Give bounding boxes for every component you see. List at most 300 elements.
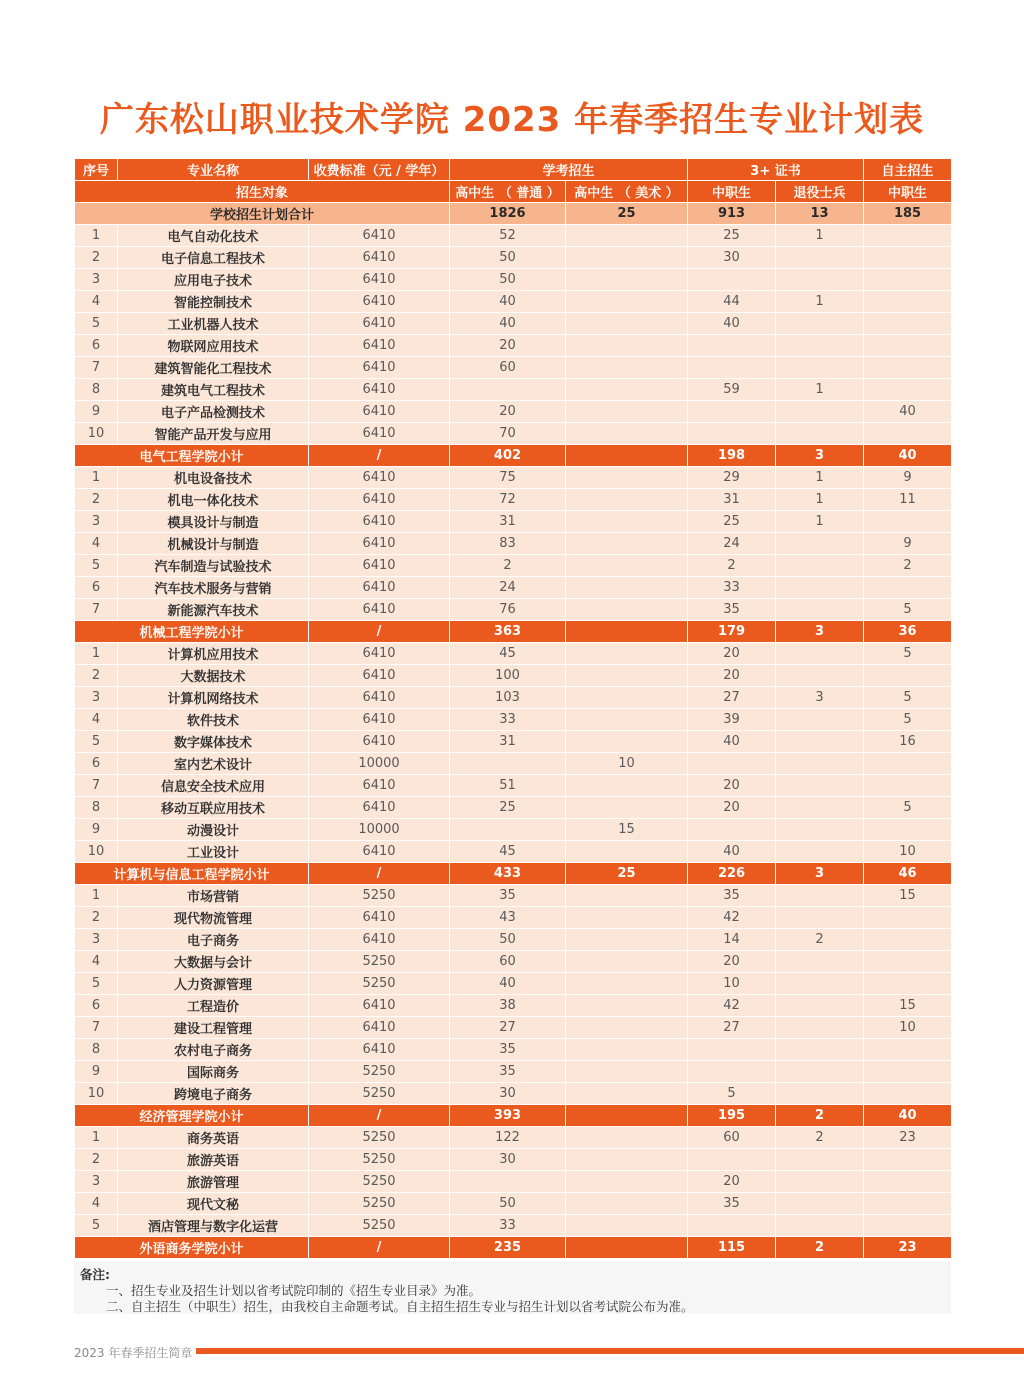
cell-no: 6 [75, 577, 118, 599]
cell-hs: 51 [450, 775, 566, 797]
cell-vet [776, 709, 864, 731]
cell-name: 电气自动化技术 [118, 225, 309, 247]
table-row [75, 1193, 952, 1215]
cell-auto [864, 335, 952, 357]
cell-no: 3 [75, 269, 118, 291]
cell-auto: 9 [864, 467, 952, 489]
cell-fee: 6410 [309, 731, 450, 753]
cell-vet [776, 599, 864, 621]
cell-art [566, 1149, 688, 1171]
cell-voc: 42 [688, 907, 776, 929]
cell-hs: 33 [450, 709, 566, 731]
cell-no: 5 [75, 1215, 118, 1237]
total-hs: 1826 [450, 203, 566, 225]
table-row [75, 511, 952, 533]
cell-voc: 10 [688, 973, 776, 995]
cell-hs: 40 [450, 291, 566, 313]
cell-art [566, 247, 688, 269]
header-veteran: 退役士兵 [776, 181, 864, 203]
table-row [75, 1017, 952, 1039]
subtotal-label: 外语商务学院小计 [75, 1237, 309, 1259]
cell-voc [688, 401, 776, 423]
table-row [75, 533, 952, 555]
cell-hs: 20 [450, 335, 566, 357]
cell-fee: 6410 [309, 335, 450, 357]
cell-vet [776, 1193, 864, 1215]
cell-no: 5 [75, 731, 118, 753]
table-row [75, 643, 952, 665]
cell-no: 9 [75, 819, 118, 841]
cell-auto [864, 247, 952, 269]
cell-fee: 5250 [309, 1215, 450, 1237]
cell-vet [776, 819, 864, 841]
cell-hs: 40 [450, 313, 566, 335]
cell-voc: 40 [688, 313, 776, 335]
cell-hs: 100 [450, 665, 566, 687]
cell-voc: 20 [688, 643, 776, 665]
header-auto: 自主招生 [864, 159, 952, 181]
cell-fee: 6410 [309, 577, 450, 599]
cell-no: 2 [75, 665, 118, 687]
cell-hs: 72 [450, 489, 566, 511]
cell-fee: 5250 [309, 1171, 450, 1193]
cell-hs: 60 [450, 357, 566, 379]
table-row [75, 335, 952, 357]
cell-auto [864, 951, 952, 973]
header-hs-normal: 高中生 （ 普通 ） [450, 181, 566, 203]
cell-name: 现代物流管理 [118, 907, 309, 929]
notes-heading: 备注: [80, 1267, 110, 1282]
subtotal-fee: / [309, 1237, 450, 1259]
cell-auto: 15 [864, 885, 952, 907]
cell-name: 智能产品开发与应用 [118, 423, 309, 445]
cell-auto [864, 819, 952, 841]
cell-name: 汽车技术服务与营销 [118, 577, 309, 599]
cell-auto [864, 357, 952, 379]
cell-art [566, 401, 688, 423]
subtotal-row [75, 1105, 952, 1127]
cell-art [566, 511, 688, 533]
cell-vet: 1 [776, 467, 864, 489]
subtotal-row [75, 445, 952, 467]
cell-fee: 6410 [309, 929, 450, 951]
cell-auto [864, 423, 952, 445]
cell-hs: 50 [450, 269, 566, 291]
cell-no: 10 [75, 423, 118, 445]
cell-name: 国际商务 [118, 1061, 309, 1083]
cell-hs: 70 [450, 423, 566, 445]
subtotal-auto: 23 [864, 1237, 952, 1259]
subtotal-row [75, 863, 952, 885]
cell-name: 机械设计与制造 [118, 533, 309, 555]
cell-no: 6 [75, 995, 118, 1017]
cell-vet [776, 1061, 864, 1083]
table-row [75, 401, 952, 423]
cell-no: 4 [75, 1193, 118, 1215]
header-fee: 收费标准（元 / 学年） [309, 159, 450, 181]
cell-no: 10 [75, 841, 118, 863]
header-row-1 [75, 159, 952, 181]
cell-vet: 2 [776, 1127, 864, 1149]
table-row [75, 1215, 952, 1237]
cell-hs: 83 [450, 533, 566, 555]
total-label: 学校招生计划合计 [75, 203, 450, 225]
cell-no: 7 [75, 357, 118, 379]
cell-hs [450, 753, 566, 775]
cell-vet [776, 1017, 864, 1039]
cell-name: 信息安全技术应用 [118, 775, 309, 797]
cell-art: 10 [566, 753, 688, 775]
table-row [75, 247, 952, 269]
subtotal-fee: / [309, 1105, 450, 1127]
cell-vet: 1 [776, 379, 864, 401]
cell-fee: 6410 [309, 247, 450, 269]
table-row [75, 1127, 952, 1149]
enrollment-plan-table [74, 158, 952, 1259]
cell-auto [864, 929, 952, 951]
table-row [75, 775, 952, 797]
cell-vet [776, 555, 864, 577]
cell-voc: 5 [688, 1083, 776, 1105]
cell-no: 1 [75, 643, 118, 665]
table-row [75, 467, 952, 489]
cell-voc: 39 [688, 709, 776, 731]
cell-vet [776, 907, 864, 929]
cell-art [566, 599, 688, 621]
total-voc: 913 [688, 203, 776, 225]
table-row [75, 225, 952, 247]
cell-voc: 33 [688, 577, 776, 599]
cell-auto [864, 1215, 952, 1237]
cell-vet: 1 [776, 489, 864, 511]
cell-art [566, 907, 688, 929]
subtotal-vet: 2 [776, 1237, 864, 1259]
cell-fee: 10000 [309, 753, 450, 775]
table-row [75, 709, 952, 731]
subtotal-hs: 402 [450, 445, 566, 467]
cell-no: 1 [75, 885, 118, 907]
cell-no: 1 [75, 1127, 118, 1149]
cell-hs: 35 [450, 885, 566, 907]
cell-fee: 5250 [309, 1193, 450, 1215]
cell-vet [776, 335, 864, 357]
cell-vet [776, 885, 864, 907]
cell-fee: 6410 [309, 401, 450, 423]
cell-voc: 31 [688, 489, 776, 511]
cell-fee: 6410 [309, 379, 450, 401]
table-row [75, 841, 952, 863]
cell-art [566, 731, 688, 753]
table-row [75, 907, 952, 929]
cell-auto [864, 1039, 952, 1061]
cell-vet [776, 951, 864, 973]
cell-name: 室内艺术设计 [118, 753, 309, 775]
cell-no: 8 [75, 797, 118, 819]
cell-no: 10 [75, 1083, 118, 1105]
cell-auto: 5 [864, 643, 952, 665]
cell-auto: 15 [864, 995, 952, 1017]
cell-vet [776, 797, 864, 819]
cell-hs: 31 [450, 731, 566, 753]
cell-fee: 6410 [309, 841, 450, 863]
cell-auto: 10 [864, 841, 952, 863]
subtotal-auto: 46 [864, 863, 952, 885]
cell-name: 商务英语 [118, 1127, 309, 1149]
table-row [75, 555, 952, 577]
cell-fee: 6410 [309, 357, 450, 379]
table-row [75, 313, 952, 335]
table-row [75, 489, 952, 511]
cell-art [566, 225, 688, 247]
cell-voc: 24 [688, 533, 776, 555]
cell-vet [776, 1039, 864, 1061]
table-row [75, 885, 952, 907]
cell-voc: 35 [688, 599, 776, 621]
cell-no: 4 [75, 291, 118, 313]
total-auto: 185 [864, 203, 952, 225]
cell-art [566, 973, 688, 995]
cell-fee: 6410 [309, 709, 450, 731]
cell-name: 建筑智能化工程技术 [118, 357, 309, 379]
table-row [75, 1083, 952, 1105]
cell-name: 电子信息工程技术 [118, 247, 309, 269]
table-row [75, 973, 952, 995]
cell-voc: 30 [688, 247, 776, 269]
cell-name: 建筑电气工程技术 [118, 379, 309, 401]
subtotal-voc: 198 [688, 445, 776, 467]
cell-name: 旅游管理 [118, 1171, 309, 1193]
cell-auto: 5 [864, 687, 952, 709]
cell-art [566, 489, 688, 511]
cell-fee: 6410 [309, 291, 450, 313]
cell-voc: 35 [688, 885, 776, 907]
cell-auto [864, 775, 952, 797]
footer-text: 2023 年春季招生简章 [74, 1346, 193, 1360]
cell-voc: 42 [688, 995, 776, 1017]
cell-vet [776, 1149, 864, 1171]
subtotal-vet: 2 [776, 1105, 864, 1127]
table-row [75, 797, 952, 819]
cell-auto [864, 269, 952, 291]
cell-no: 4 [75, 533, 118, 555]
cell-fee: 6410 [309, 687, 450, 709]
cell-no: 9 [75, 401, 118, 423]
cell-fee: 6410 [309, 313, 450, 335]
cell-hs: 40 [450, 973, 566, 995]
subtotal-label: 电气工程学院小计 [75, 445, 309, 467]
cell-fee: 5250 [309, 885, 450, 907]
cell-name: 机电一体化技术 [118, 489, 309, 511]
cell-name: 人力资源管理 [118, 973, 309, 995]
cell-vet [776, 423, 864, 445]
cell-no: 8 [75, 1039, 118, 1061]
cell-no: 7 [75, 599, 118, 621]
cell-auto [864, 291, 952, 313]
cell-auto [864, 1171, 952, 1193]
cell-fee: 6410 [309, 269, 450, 291]
cell-name: 旅游英语 [118, 1149, 309, 1171]
cell-vet [776, 841, 864, 863]
cell-fee: 5250 [309, 1083, 450, 1105]
cell-vet: 1 [776, 291, 864, 313]
cell-art [566, 841, 688, 863]
cell-voc: 40 [688, 841, 776, 863]
table-row [75, 929, 952, 951]
cell-auto: 23 [864, 1127, 952, 1149]
cell-name: 现代文秘 [118, 1193, 309, 1215]
cell-auto [864, 973, 952, 995]
cell-art [566, 291, 688, 313]
total-art: 25 [566, 203, 688, 225]
subtotal-row [75, 621, 952, 643]
cell-vet [776, 1171, 864, 1193]
cell-fee: 5250 [309, 1061, 450, 1083]
cell-voc [688, 269, 776, 291]
cell-art [566, 687, 688, 709]
cell-hs [450, 1171, 566, 1193]
cell-auto [864, 577, 952, 599]
subtotal-art: 25 [566, 863, 688, 885]
cell-name: 机电设备技术 [118, 467, 309, 489]
cell-voc: 27 [688, 1017, 776, 1039]
header-xk: 学考招生 [450, 159, 688, 181]
cell-no: 1 [75, 467, 118, 489]
subtotal-vet: 3 [776, 445, 864, 467]
table-row [75, 1171, 952, 1193]
footer-bar [196, 1348, 1024, 1354]
cell-voc [688, 819, 776, 841]
subtotal-voc: 115 [688, 1237, 776, 1259]
cell-no: 3 [75, 929, 118, 951]
cell-art [566, 1061, 688, 1083]
cell-voc: 14 [688, 929, 776, 951]
cell-fee: 5250 [309, 951, 450, 973]
cell-hs: 31 [450, 511, 566, 533]
cell-hs: 35 [450, 1039, 566, 1061]
cell-art [566, 929, 688, 951]
cell-art [566, 951, 688, 973]
cell-voc: 44 [688, 291, 776, 313]
cell-voc: 40 [688, 731, 776, 753]
cell-no: 3 [75, 687, 118, 709]
cell-voc [688, 423, 776, 445]
subtotal-auto: 40 [864, 1105, 952, 1127]
cell-voc: 20 [688, 951, 776, 973]
total-vet: 13 [776, 203, 864, 225]
cell-name: 跨境电子商务 [118, 1083, 309, 1105]
cell-fee: 6410 [309, 533, 450, 555]
cell-voc: 25 [688, 225, 776, 247]
cell-art [566, 467, 688, 489]
subtotal-label: 经济管理学院小计 [75, 1105, 309, 1127]
cell-hs: 103 [450, 687, 566, 709]
cell-art [566, 1171, 688, 1193]
subtotal-hs: 363 [450, 621, 566, 643]
cell-art [566, 797, 688, 819]
cell-name: 市场营销 [118, 885, 309, 907]
total-row [75, 203, 952, 225]
cell-auto: 16 [864, 731, 952, 753]
table-row [75, 423, 952, 445]
cell-name: 大数据技术 [118, 665, 309, 687]
header-row-2 [75, 181, 952, 203]
cell-no: 2 [75, 907, 118, 929]
cell-hs: 35 [450, 1061, 566, 1083]
cell-vet [776, 775, 864, 797]
subtotal-fee: / [309, 621, 450, 643]
cell-fee: 6410 [309, 555, 450, 577]
cell-vet [776, 577, 864, 599]
cell-voc: 2 [688, 555, 776, 577]
subtotal-hs: 433 [450, 863, 566, 885]
cell-name: 工业机器人技术 [118, 313, 309, 335]
table-row [75, 269, 952, 291]
cell-hs: 30 [450, 1149, 566, 1171]
header-target: 招生对象 [75, 181, 450, 203]
cell-voc: 20 [688, 665, 776, 687]
cell-name: 汽车制造与试验技术 [118, 555, 309, 577]
cell-art [566, 313, 688, 335]
cell-voc [688, 1061, 776, 1083]
cell-name: 电子产品检测技术 [118, 401, 309, 423]
cell-auto [864, 1149, 952, 1171]
cell-vet [776, 753, 864, 775]
cell-vet [776, 731, 864, 753]
subtotal-label: 计算机与信息工程学院小计 [75, 863, 309, 885]
cell-vet [776, 643, 864, 665]
cell-no: 5 [75, 973, 118, 995]
cell-name: 新能源汽车技术 [118, 599, 309, 621]
cell-hs: 20 [450, 401, 566, 423]
cell-fee: 6410 [309, 665, 450, 687]
cell-no: 2 [75, 247, 118, 269]
cell-fee: 5250 [309, 973, 450, 995]
subtotal-voc: 179 [688, 621, 776, 643]
cell-no: 6 [75, 753, 118, 775]
cell-art [566, 335, 688, 357]
cell-hs: 27 [450, 1017, 566, 1039]
cell-art [566, 423, 688, 445]
cell-art [566, 665, 688, 687]
cell-art [566, 1039, 688, 1061]
table-row [75, 1039, 952, 1061]
cell-auto: 10 [864, 1017, 952, 1039]
cell-vet [776, 357, 864, 379]
subtotal-row [75, 1237, 952, 1259]
cell-name: 物联网应用技术 [118, 335, 309, 357]
cell-fee: 6410 [309, 995, 450, 1017]
cell-name: 移动互联应用技术 [118, 797, 309, 819]
cell-no: 7 [75, 775, 118, 797]
cell-voc: 25 [688, 511, 776, 533]
notes-box [74, 1262, 951, 1314]
cell-name: 软件技术 [118, 709, 309, 731]
subtotal-art [566, 621, 688, 643]
subtotal-fee: / [309, 445, 450, 467]
cell-no: 7 [75, 1017, 118, 1039]
cell-name: 模具设计与制造 [118, 511, 309, 533]
cell-voc: 20 [688, 775, 776, 797]
cell-hs: 75 [450, 467, 566, 489]
cell-hs: 25 [450, 797, 566, 819]
cell-voc [688, 335, 776, 357]
cell-fee: 10000 [309, 819, 450, 841]
cell-hs: 38 [450, 995, 566, 1017]
table-row [75, 599, 952, 621]
cell-vet [776, 401, 864, 423]
cell-name: 电子商务 [118, 929, 309, 951]
subtotal-auto: 36 [864, 621, 952, 643]
